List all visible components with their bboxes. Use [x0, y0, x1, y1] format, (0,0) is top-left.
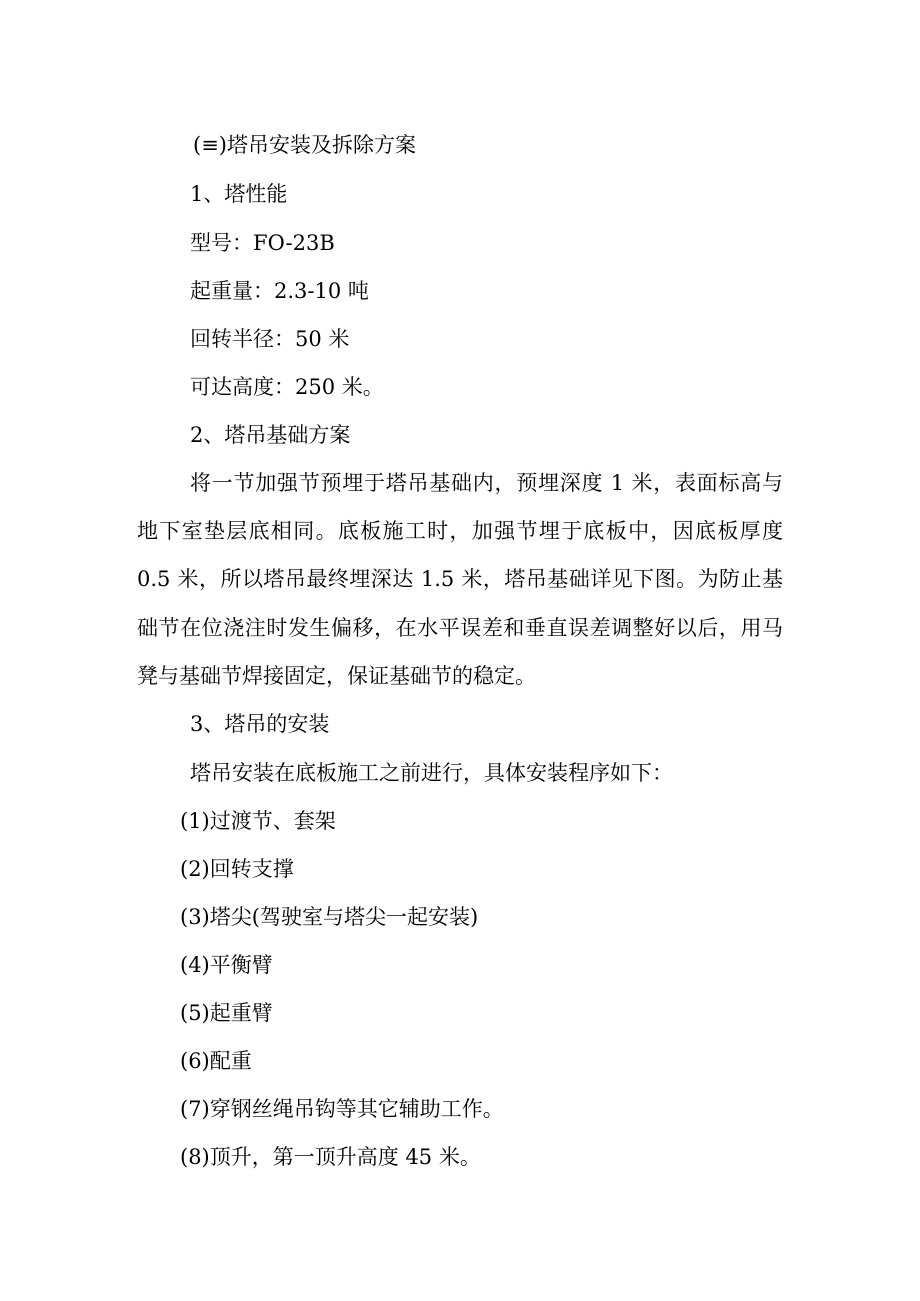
section-title: (≡)塔吊安装及拆除方案: [193, 133, 416, 157]
subheading-tower-performance: 1、塔性能: [190, 182, 288, 206]
spec-radius: 回转半径：50 米: [190, 327, 350, 351]
install-step: (2)回转支撑: [180, 857, 294, 881]
install-step: (8)顶升，第一顶升高度 45 米。: [180, 1145, 481, 1169]
install-step: (7)穿钢丝绳吊钩等其它辅助工作。: [180, 1097, 504, 1121]
subheading-installation: 3、塔吊的安装: [190, 712, 330, 736]
spec-capacity: 起重量：2.3-10 吨: [190, 279, 369, 303]
install-step: (4)平衡臂: [180, 953, 273, 977]
install-step: (3)塔尖(驾驶室与塔尖一起安装): [180, 905, 479, 929]
subheading-foundation: 2、塔吊基础方案: [190, 423, 351, 447]
install-step: (6)配重: [180, 1049, 252, 1073]
spec-height: 可达高度：250 米。: [190, 375, 384, 399]
spec-model: 型号：FO-23B: [190, 231, 335, 255]
foundation-paragraph: 将一节加强节预埋于塔吊基础内，预埋深度 1 米，表面标高与地下室垫层底相同。底板施工时，加强节埋于底板中，因底板厚度 0.5 米，所以塔吊最终埋深达 1.5 米，塔吊基础详见下图。为防止基础节在位浇注时发生偏移，在水平误差和垂直误差调整好以后，用马凳与基础节焊接固定，保证基础节的稳定。: [137, 471, 783, 688]
install-step: (5)起重臂: [180, 1001, 273, 1025]
install-step: (1)过渡节、套架: [180, 809, 336, 833]
installation-intro: 塔吊安装在底板施工之前进行，具体安装程序如下：: [190, 761, 673, 785]
